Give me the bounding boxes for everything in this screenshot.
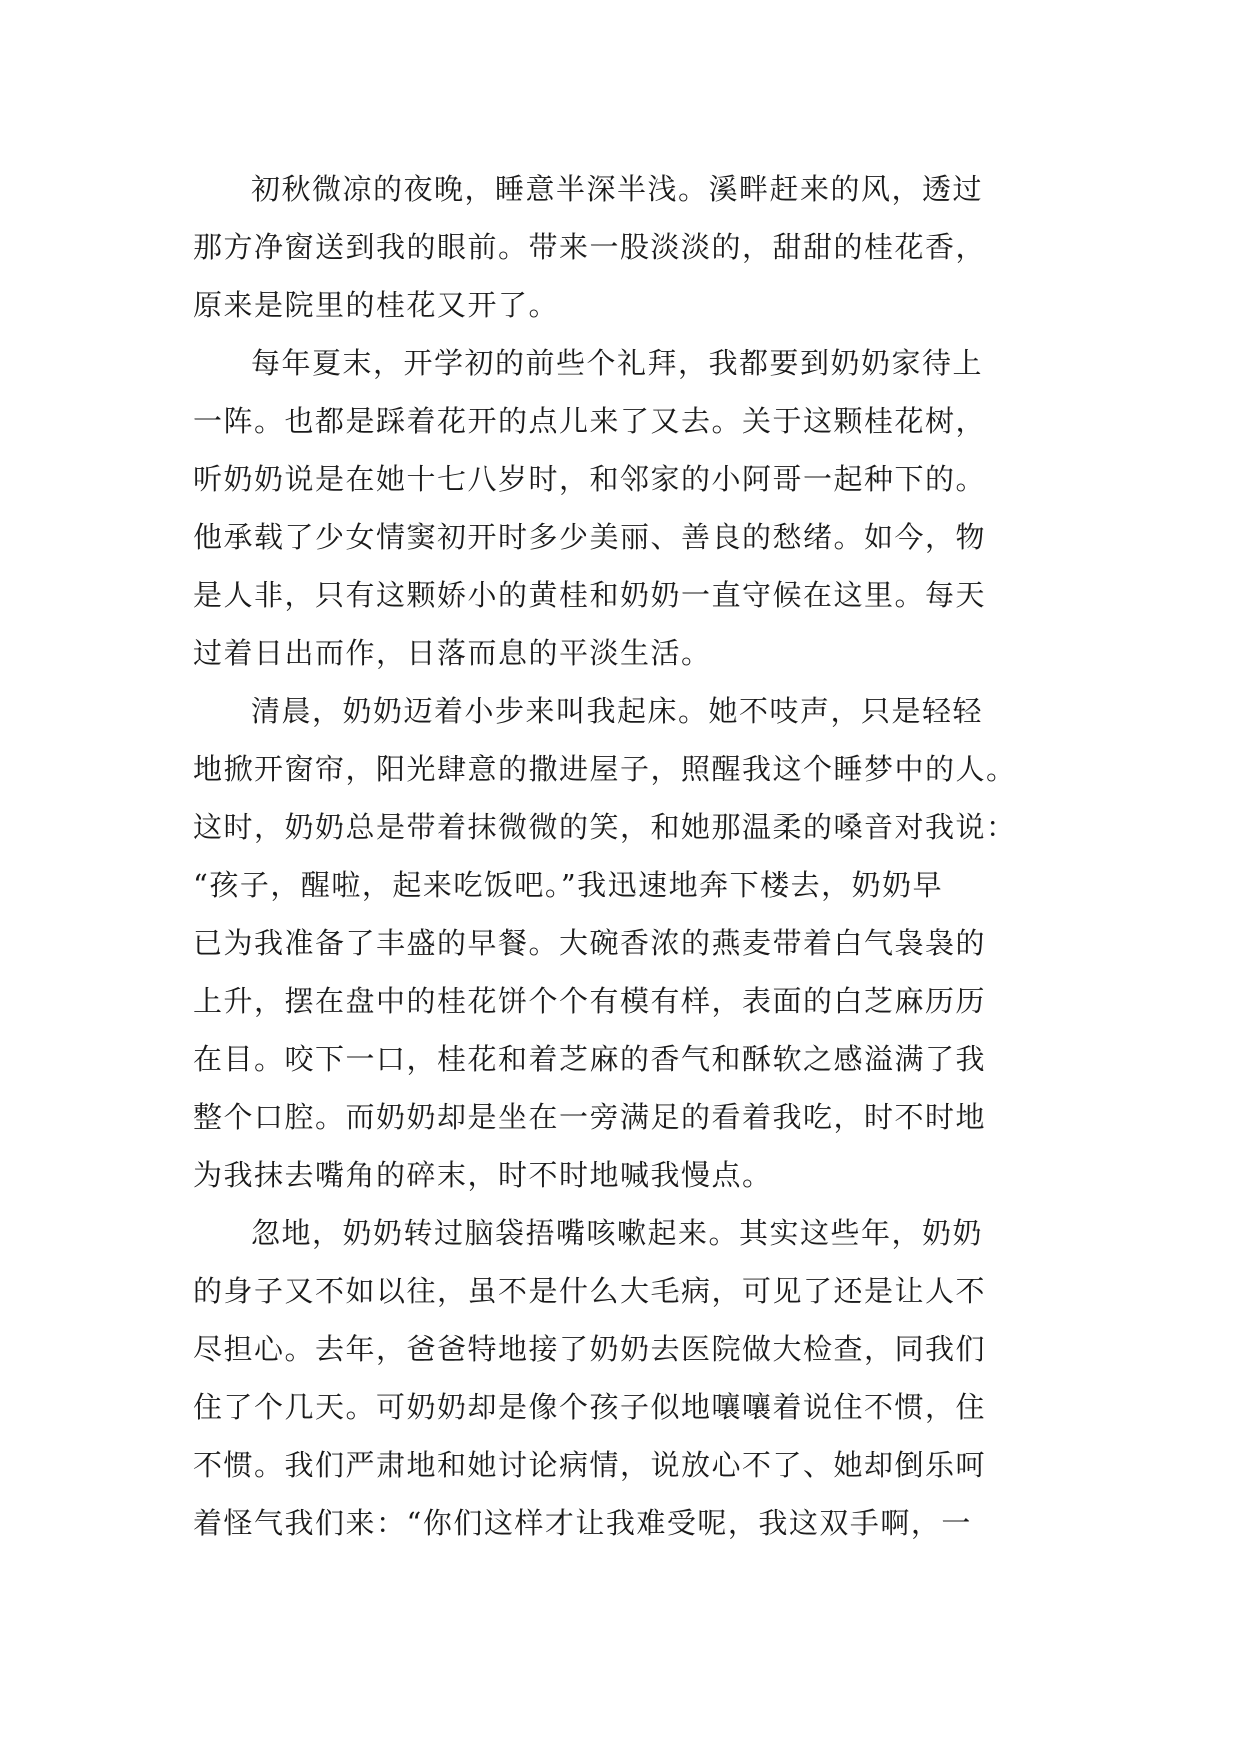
text-line: 是人非，只有这颗娇小的黄桂和奶奶一直守候在这里。每天 [193,578,987,612]
text-line: 这时，奶奶总是带着抹微微的笑，和她那温柔的嗓音对我说： [193,810,1017,844]
text-line: 着怪气我们来：“你们这样才让我难受呢，我这双手啊，一 [193,1506,972,1540]
text-line: 的身子又不如以往，虽不是什么大毛病，可见了还是让人不 [193,1274,987,1308]
text-line: 上升，摆在盘中的桂花饼个个有模有样，表面的白芝麻历历 [193,984,987,1018]
text-line: 在目。咬下一口，桂花和着芝麻的香气和酥软之感溢满了我 [193,1042,987,1076]
text-line: 尽担心。去年，爸爸特地接了奶奶去医院做大检查，同我们 [193,1332,987,1366]
text-line: 忽地，奶奶转过脑袋捂嘴咳嗽起来。其实这些年，奶奶 [251,1216,984,1250]
text-line: 听奶奶说是在她十七八岁时，和邻家的小阿哥一起种下的。 [193,462,987,496]
text-line: 每年夏末，开学初的前些个礼拜，我都要到奶奶家待上 [251,346,984,380]
text-line: 地掀开窗帘，阳光肆意的撒进屋子，照醒我这个睡梦中的人。 [193,752,1017,786]
text-line: 过着日出而作，日落而息的平淡生活。 [193,636,712,670]
text-line: 他承载了少女情窦初开时多少美丽、善良的愁绪。如今，物 [193,520,987,554]
text-line: 初秋微凉的夜晚，睡意半深半浅。溪畔赶来的风，透过 [251,172,984,206]
text-line: “孩子，醒啦，起来吃饭吧。”我迅速地奔下楼去，奶奶早 [193,868,944,902]
text-line: 那方净窗送到我的眼前。带来一股淡淡的，甜甜的桂花香， [193,230,987,264]
text-line: 清晨，奶奶迈着小步来叫我起床。她不吱声，只是轻轻 [251,694,984,728]
text-line: 已为我准备了丰盛的早餐。大碗香浓的燕麦带着白气袅袅的 [193,926,987,960]
text-line: 一阵。也都是踩着花开的点儿来了又去。关于这颗桂花树， [193,404,987,438]
essay-body [193,160,1053,1552]
text-line: 为我抹去嘴角的碎末，时不时地喊我慢点。 [193,1158,773,1192]
text-line: 原来是院里的桂花又开了。 [193,288,560,322]
text-line: 不惯。我们严肃地和她讨论病情，说放心不了、她却倒乐呵 [193,1448,987,1482]
text-line: 整个口腔。而奶奶却是坐在一旁满足的看着我吃，时不时地 [193,1100,987,1134]
text-line: 住了个几天。可奶奶却是像个孩子似地嚷嚷着说住不惯，住 [193,1390,987,1424]
